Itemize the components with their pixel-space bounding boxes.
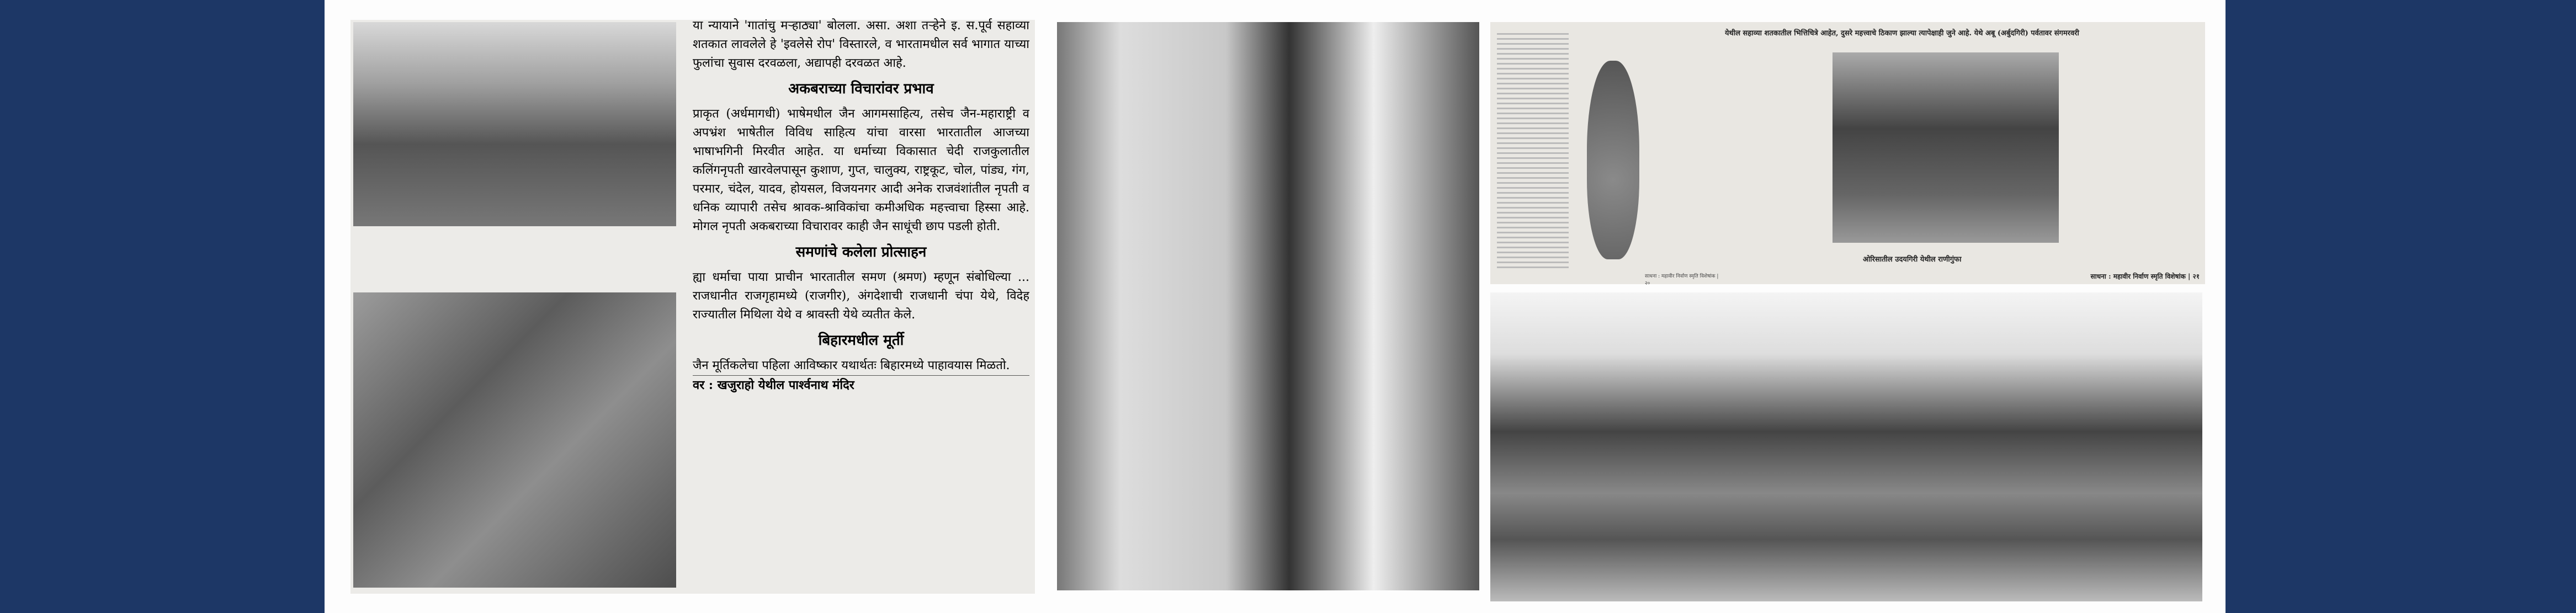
paragraph-bihar: जैन मूर्तिकलेचा पहिला आविष्कार यथार्थतः बिहारमध्ये पाहावयास मिळतो. (693, 356, 1029, 376)
heading-bihar: बिहारमधील मूर्ती (818, 332, 904, 349)
cave-page-top-text: येथील सहाव्या शतकातील भित्तिचित्रे आहेत, दुसरे महत्त्वाचे ठिकाण झाल्या त्यापेक्षाही जुने आहे. येथे अबू (अर्बुदगिरी) पर्वतावर संगमरवरी (1725, 29, 2079, 38)
rani-gumpha-cave-photo (1833, 52, 2059, 243)
buddha-head-image (1587, 61, 1639, 259)
cave-photo-caption: ओरिसातील उदयगिरी येथील राणीगुंफा (1863, 255, 1962, 264)
left-page-footer: साधना : महावीर निर्वाण स्मृति विशेषांक | २० (1645, 274, 1719, 286)
relief-sculpture-photo (353, 292, 676, 588)
heading-akbar: अकबराच्या विचारांवर प्रभाव (788, 81, 934, 97)
paragraph-akbar: प्राकृत (अर्धमागधी) भाषेमधील जैन आगमसाहित्य, तसेच जैन-महाराष्ट्री व अपभ्रंश भाषेतील विविध साहित्य यांचा वारसा भारतातील आजच्या भाषाभगिनी मिरवीत आहेत. या धर्माच्या विकासात चेदी राजकुलातील कलिंगनृपती खारवेलपासून कुशाण, गुप्त, चालुक्य, राष्ट्रकूट, चोल, पांड्य, गंग, परमार, चंदेल, यादव, होयसल, विजयनगर आदी अनेक राजवंशांतील नृपती व धनिक व्यापारी तसेच श्रावक-श्राविकांचा कमीअधिक महत्त्वाचा हिस्सा आहे. मोगल नृपती अकबराच्या विचारावर काही जैन साधूंची छाप पडली होती. (693, 107, 1029, 233)
intro-paragraph: या न्यायाने 'गातांचु मऱ्हाठ्या' बोलला. असा. अशा तऱ्हेने इ. स.पूर्व सहाव्या शतकात लावलेले हे 'इवलेसे रोप' विस्तारले, व भारतामधील सर्व भागात याच्या फुलांचा सुवास दरवळला, अद्यापही दरवळत आहे. (693, 19, 1029, 70)
buddha-page-text-column (1497, 33, 1569, 270)
temple-photo (353, 22, 676, 226)
group-conversation-photo (1057, 22, 1479, 590)
buddha-page (1490, 22, 1719, 284)
photo-caption-khajuraho: वर : खजुराहो येथील पार्श्वनाथ मंदिर (693, 378, 854, 392)
paragraph-saman: ह्या धर्माचा पाया प्राचीन भारतातील समण (श्रमण) म्हणून संबोधिल्या ... राजधानीत राजगृहामध्ये (राजगीर), अंगदेशाची राजधानी चंपा येथे, विदेह राज्यातील मिथिला येथे व श्रावस्ती येथे व्यतीत केले. (693, 270, 1029, 322)
cave-page-footer: साधना : महावीर निर्वाण स्मृति विशेषांक | २१ (2090, 273, 2200, 280)
outdoor-meeting-photo (1490, 292, 2202, 601)
left-article-text (693, 17, 1029, 596)
cave-page (1719, 22, 2205, 284)
heading-saman: समणांचे कलेला प्रोत्साहन (795, 244, 927, 260)
